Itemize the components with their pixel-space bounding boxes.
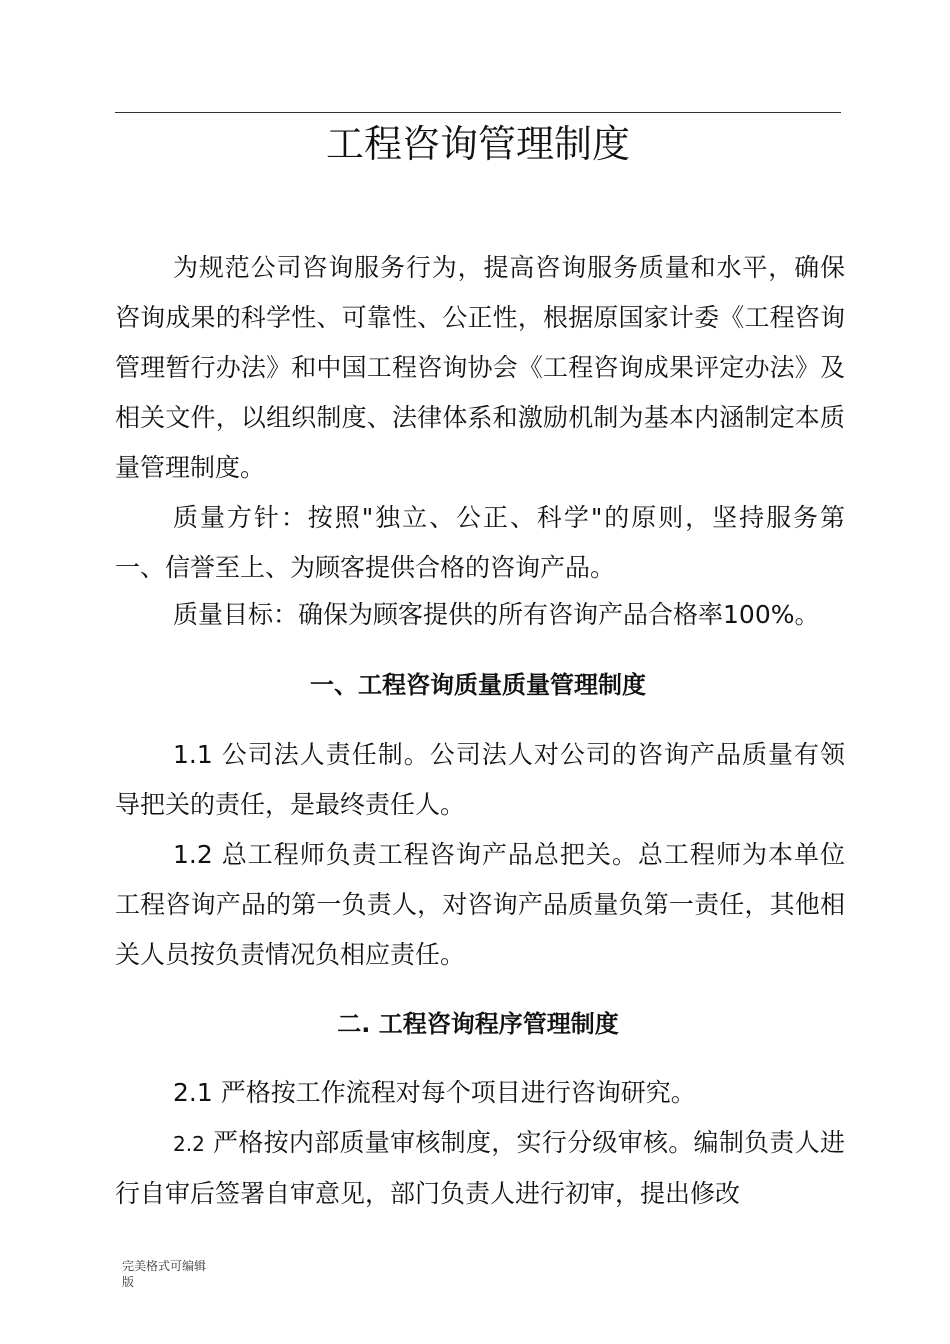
section-2-item-2 <box>115 1118 845 1219</box>
section-1-heading: 一、工程咨询质量质量管理制度 <box>310 671 646 699</box>
quality-goal-paragraph: 质量目标：确保为顾客提供的所有咨询产品合格率100%。 <box>173 600 820 629</box>
intro-paragraph: 为规范公司咨询服务行为，提高咨询服务质量和水平，确保咨询成果的科学性、可靠性、公正性，根据原国家计委《工程咨询管理暂行办法》和中国工程咨询协会《工程咨询成果评定办法》及相关文件，以组织制度、法律体系和激励机制为基本内涵制定本质量管理制度。 <box>115 253 845 482</box>
footer-note <box>122 1258 232 1290</box>
section-2-item-2-text: 严格按内部质量审核制度，实行分级审核。编制负责人进行自审后签署自审意见，部门负责人进行初审，提出修改 <box>115 1128 845 1208</box>
footer-line-1: 完美格式可编辑 <box>122 1259 207 1273</box>
section-1-item-1: 1.1 公司法人责任制。公司法人对公司的咨询产品质量有领导把关的责任，是最终责任人。 <box>115 740 845 819</box>
section-2-heading: 二. 工程咨询程序管理制度 <box>337 1010 619 1038</box>
section-2-item-1: 2.1 严格按工作流程对每个项目进行咨询研究。 <box>173 1078 696 1107</box>
section-1-item-2: 1.2 总工程师负责工程咨询产品总把关。总工程师为本单位工程咨询产品的第一负责人，对咨询产品质量负第一责任，其他相关人员按负责情况负相应责任。 <box>115 840 845 969</box>
quality-policy-paragraph: 质量方针：按照"独立、公正、科学"的原则，坚持服务第一、信誉至上、为顾客提供合格的咨询产品。 <box>115 503 845 582</box>
document-title: 工程咨询管理制度 <box>325 122 630 166</box>
section-2-item-2-number: 2.2 <box>173 1132 205 1156</box>
header-rule <box>115 112 841 113</box>
footer-line-2: 版 <box>122 1275 135 1289</box>
